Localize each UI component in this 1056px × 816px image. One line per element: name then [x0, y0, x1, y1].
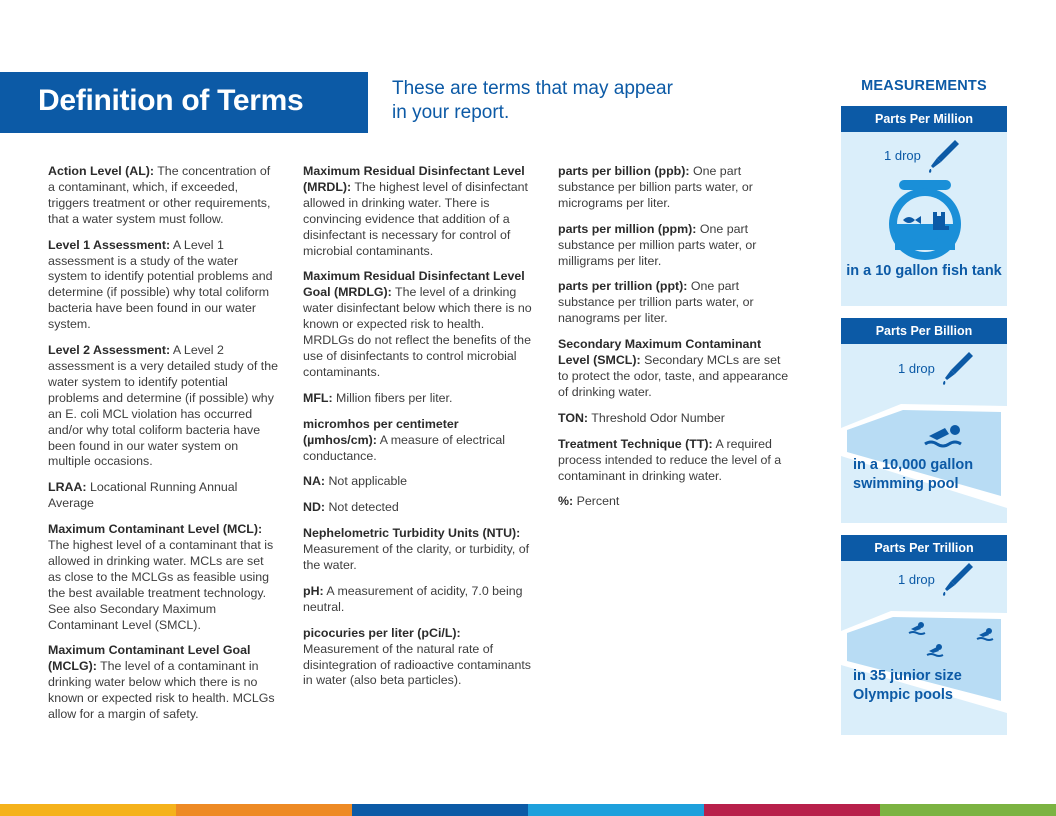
color-stripe [0, 804, 1056, 816]
term-definition: A Level 2 assessment is a very detailed study of the water system to identify potential problems and determine (if possible) why an E. coli MCL violation has occurred and/or why total coliform bacteria have been found in our water system on multiple occasions. [48, 343, 279, 469]
term-definition: Secondary MCLs are set to protect the odor, taste, and appearance of drinking water. [558, 353, 789, 399]
ppt-caption: in 35 junior size Olympic pools [853, 668, 962, 703]
term-entry [558, 494, 790, 510]
term-entry [303, 584, 535, 616]
term-definition: Percent [576, 494, 620, 509]
term-name: LRAA: [48, 480, 87, 495]
term-definition: A measure of electrical conductance. [303, 432, 506, 463]
term-entry [48, 522, 280, 633]
term-entry [558, 279, 790, 327]
ppm-drop-label: 1 drop [884, 148, 921, 163]
term-entry [303, 417, 535, 465]
term-name: Maximum Residual Disinfectant Level (MRDL): [303, 164, 525, 194]
stripe-segment [880, 804, 1056, 816]
term-definition: Locational Running Annual Average [48, 480, 238, 511]
term-name: NA: [303, 474, 326, 489]
term-definition: The level of a drinking water disinfectant below which there is no known or expected risk to health. MRDLGs do not reflect the benefits of the use of disinfectants to control microbial contaminants. [303, 285, 532, 379]
stripe-segment [0, 804, 176, 816]
term-entry [303, 164, 535, 259]
page-subtitle: These are terms that may appear in your report. [392, 78, 673, 123]
term-entry [303, 474, 535, 490]
term-name: TON: [558, 410, 589, 425]
term-name: Secondary Maximum Contaminant Level (SMCL): [558, 337, 762, 368]
term-definition: The highest level of a contaminant that is allowed in drinking water. MCLs are set as close to the MCLGs as feasible using the best available treatment technology. See also Secondary Maximum Contaminant Level (SMCL). [48, 538, 274, 632]
term-name: %: [558, 494, 574, 509]
term-entry [48, 238, 280, 333]
term-name: Maximum Contaminant Level Goal (MCLG): [48, 643, 251, 674]
term-entry [48, 164, 280, 228]
term-definition: A Level 1 assessment is a study of the water system to identify potential problems and determine (if possible) why total coliform bacteria have been found in our water system. [48, 237, 273, 332]
term-entry [303, 500, 535, 516]
term-name: picocuries per liter (pCi/L): [303, 625, 461, 640]
measurements-title: MEASUREMENTS [861, 78, 987, 94]
stripe-segment [528, 804, 704, 816]
term-name: ND: [303, 500, 326, 515]
term-name: parts per billion (ppb): [558, 164, 690, 178]
ppm-caption: in a 10 gallon fish tank [846, 263, 1002, 279]
olympic-pools-icon [841, 601, 1007, 731]
term-entry [303, 391, 535, 407]
fishbowl-icon [881, 176, 969, 262]
term-name: Maximum Residual Disinfectant Level Goal (MRDLG): [303, 269, 525, 300]
ppb-drop-label: 1 drop [898, 361, 935, 376]
terms-column-3 [558, 164, 790, 520]
ppm-panel-title: Parts Per Million [841, 106, 1007, 132]
ppt-panel [841, 535, 1007, 735]
term-definition: Not detected [328, 500, 399, 515]
stripe-segment [704, 804, 880, 816]
term-entry [558, 164, 790, 212]
term-entry [48, 643, 280, 723]
term-definition: Not applicable [328, 474, 408, 489]
ppm-panel [841, 106, 1007, 306]
term-name: Level 2 Assessment: [48, 343, 171, 358]
terms-column-1 [48, 164, 280, 733]
term-name: parts per million (ppm): [558, 221, 697, 236]
dropper-icon [941, 561, 975, 597]
term-definition: One part substance per trillion parts water, or nanograms per liter. [558, 279, 754, 326]
term-definition: Measurement of the clarity, or turbidity, of the water. [303, 542, 530, 573]
ppb-panel-title: Parts Per Billion [841, 318, 1007, 344]
term-entry [303, 269, 535, 380]
term-entry [558, 222, 790, 270]
term-definition: Threshold Odor Number [591, 410, 725, 425]
ppb-caption: in a 10,000 gallon swimming pool [853, 457, 974, 492]
term-name: Level 1 Assessment: [48, 237, 171, 252]
term-name: pH: [303, 583, 324, 598]
term-name: Nephelometric Turbidity Units (NTU): [303, 526, 521, 541]
term-name: micromhos per centimeter (µmhos/cm): [303, 416, 459, 447]
page-title: Definition of Terms [38, 84, 304, 117]
term-name: Treatment Technique (TT): [558, 436, 713, 451]
term-entry [48, 480, 280, 512]
term-entry [558, 337, 790, 401]
term-entry [303, 626, 535, 690]
term-definition: A required process intended to reduce the level of a contaminant in drinking water. [558, 436, 782, 483]
term-name: MFL: [303, 390, 333, 405]
term-name: Maximum Contaminant Level (MCL): [48, 522, 263, 537]
term-definition: Measurement of the natural rate of disintegration of radioactive contaminants in water (also beta particles). [303, 641, 531, 688]
ppt-drop-label: 1 drop [898, 572, 935, 587]
term-entry [558, 411, 790, 427]
dropper-icon [941, 350, 975, 386]
term-definition: The highest level of disinfectant allowed in drinking water. There is convincing evidence that addition of a disinfectant is necessary for control of microbial contaminants. [303, 179, 528, 258]
term-entry [558, 437, 790, 485]
dropper-icon [927, 138, 961, 174]
term-entry [48, 343, 280, 470]
terms-column-2 [303, 164, 535, 699]
term-definition: The level of a contaminant in drinking water below which there is no known or expected risk to health. MCLGs allow for a margin of safety. [48, 659, 275, 722]
term-definition: The concentration of a contaminant, which, if exceeded, triggers treatment or other requirements, that a water system must follow. [48, 164, 271, 226]
stripe-segment [176, 804, 352, 816]
term-definition: A measurement of acidity, 7.0 being neutral. [303, 583, 523, 614]
title-banner [0, 72, 368, 133]
term-name: Action Level (AL): [48, 164, 155, 178]
term-definition: One part substance per million parts water, or milligrams per liter. [558, 221, 757, 268]
term-definition: Million fibers per liter. [336, 390, 453, 405]
ppt-panel-title: Parts Per Trillion [841, 535, 1007, 561]
stripe-segment [352, 804, 528, 816]
term-name: parts per trillion (ppt): [558, 279, 688, 294]
ppb-panel [841, 318, 1007, 523]
term-definition: One part substance per billion parts water, or micrograms per liter. [558, 164, 753, 210]
term-entry [303, 526, 535, 574]
